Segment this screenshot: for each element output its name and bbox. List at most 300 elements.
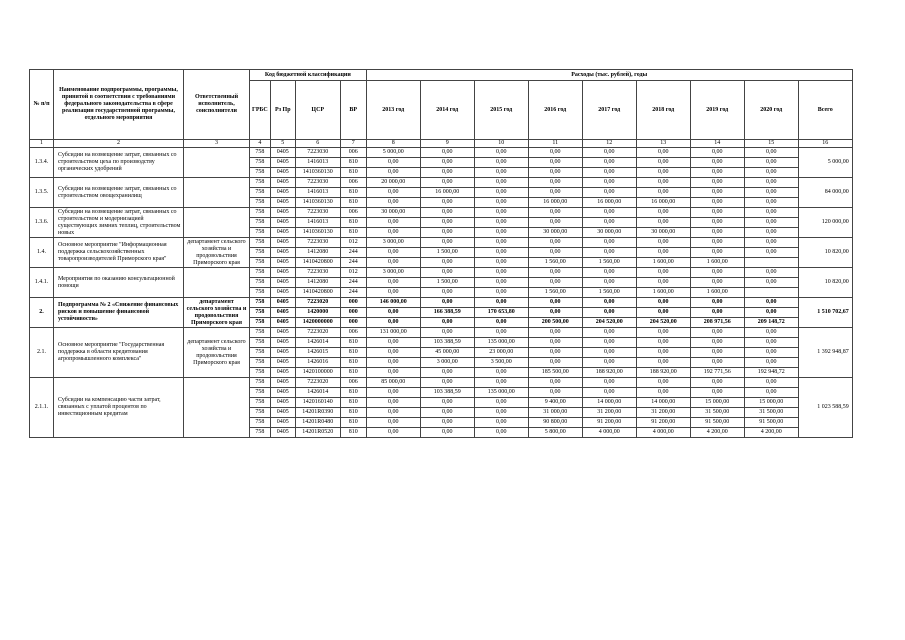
code-grbs: 758 (250, 378, 271, 388)
year-value: 30 000,00 (636, 228, 690, 238)
year-value: 0,00 (366, 418, 420, 428)
year-value: 0,00 (744, 158, 798, 168)
code-vr: 810 (340, 408, 366, 418)
header-code-rzpr: Рз Пр (270, 81, 295, 140)
year-value: 0,00 (636, 278, 690, 288)
year-value: 0,00 (366, 308, 420, 318)
year-value: 0,00 (582, 348, 636, 358)
year-value: 0,00 (474, 168, 528, 178)
year-value: 0,00 (582, 238, 636, 248)
header-year: 2017 год (582, 81, 636, 140)
year-value: 0,00 (582, 298, 636, 308)
year-value: 0,00 (582, 378, 636, 388)
budget-table (29, 69, 853, 438)
code-csr: 1416013 (295, 188, 340, 198)
year-value: 0,00 (366, 198, 420, 208)
year-value: 204 520,00 (582, 318, 636, 328)
year-value: 5 000,00 (366, 148, 420, 158)
year-value: 208 971,56 (690, 318, 744, 328)
year-value: 0,00 (474, 248, 528, 258)
year-value: 0,00 (744, 328, 798, 338)
year-value: 4 200,00 (744, 428, 798, 438)
row-name: Субсидии на возмещение затрат, связанных со строительством овощехранилищ (54, 178, 184, 208)
code-rzpr: 0405 (270, 408, 295, 418)
year-value: 0,00 (474, 238, 528, 248)
year-value: 0,00 (474, 368, 528, 378)
year-value: 0,00 (420, 158, 474, 168)
year-value: 0,00 (744, 238, 798, 248)
year-value: 0,00 (582, 178, 636, 188)
row-name: Субсидии на возмещение затрат, связанных со строительством и модернизацией существующих зимних теплиц, строительством новых (54, 208, 184, 238)
code-rzpr: 0405 (270, 358, 295, 368)
row-number: 2.1. (30, 328, 54, 378)
year-value: 0,00 (420, 328, 474, 338)
code-vr: 810 (340, 198, 366, 208)
year-value: 0,00 (528, 248, 582, 258)
year-value: 200 500,00 (528, 318, 582, 328)
year-value: 192 948,72 (744, 368, 798, 378)
year-value: 30 000,00 (582, 228, 636, 238)
year-value: 0,00 (420, 238, 474, 248)
row-responsible (184, 208, 250, 238)
table-row (30, 298, 853, 308)
year-value: 1 600,00 (636, 288, 690, 298)
header-code-csr: ЦСР (295, 81, 340, 140)
year-value: 166 388,59 (420, 308, 474, 318)
code-rzpr: 0405 (270, 268, 295, 278)
code-csr: 1410420800 (295, 288, 340, 298)
year-value: 0,00 (744, 148, 798, 158)
year-value: 0,00 (636, 298, 690, 308)
year-value: 0,00 (582, 328, 636, 338)
row-number: 1.3.5. (30, 178, 54, 208)
year-value: 1 600,00 (690, 288, 744, 298)
year-value: 1 560,00 (582, 288, 636, 298)
row-responsible (184, 148, 250, 178)
code-vr: 810 (340, 358, 366, 368)
year-value: 0,00 (528, 348, 582, 358)
year-value: 0,00 (744, 388, 798, 398)
code-vr: 244 (340, 258, 366, 268)
year-value: 0,00 (474, 208, 528, 218)
year-value: 0,00 (744, 308, 798, 318)
code-vr: 810 (340, 218, 366, 228)
code-rzpr: 0405 (270, 188, 295, 198)
code-vr: 006 (340, 208, 366, 218)
code-grbs: 758 (250, 168, 271, 178)
code-grbs: 758 (250, 198, 271, 208)
row-total: 10 820,00 (798, 268, 852, 298)
code-grbs: 758 (250, 308, 271, 318)
year-value: 0,00 (744, 358, 798, 368)
header-year: 2020 год (744, 81, 798, 140)
year-value (744, 288, 798, 298)
column-index: 1 (30, 140, 54, 148)
year-value: 9 400,00 (528, 398, 582, 408)
year-value: 0,00 (528, 308, 582, 318)
year-value: 0,00 (366, 388, 420, 398)
row-responsible: департамент сельского хозяйства и продовольствия Приморского края (184, 328, 250, 378)
year-value: 0,00 (582, 208, 636, 218)
header-year: 2015 год (474, 81, 528, 140)
code-csr: 1426016 (295, 358, 340, 368)
year-value: 0,00 (690, 378, 744, 388)
year-value: 1 560,00 (582, 258, 636, 268)
year-value: 0,00 (636, 168, 690, 178)
year-value: 0,00 (366, 288, 420, 298)
year-value: 0,00 (528, 388, 582, 398)
code-vr: 244 (340, 248, 366, 258)
year-value: 0,00 (366, 348, 420, 358)
code-grbs: 758 (250, 338, 271, 348)
row-responsible (184, 268, 250, 298)
year-value: 0,00 (474, 298, 528, 308)
year-value: 0,00 (744, 178, 798, 188)
row-name: Подпрограмма № 2 «Снижение финансовых рисков и повышение финансовой устойчивости» (54, 298, 184, 328)
year-value: 16 000,00 (636, 198, 690, 208)
header-name: Наименование подпрограммы, программы, принятой в соответствии с требованиями федерального законодательства в сфере реализации государственной программы, отдельного мероприятия (54, 70, 184, 140)
row-number: 1.3.6. (30, 208, 54, 238)
year-value: 0,00 (744, 168, 798, 178)
year-value: 0,00 (474, 268, 528, 278)
year-value: 0,00 (366, 228, 420, 238)
header-year: 2013 год (366, 81, 420, 140)
year-value: 0,00 (690, 268, 744, 278)
year-value: 31 200,00 (636, 408, 690, 418)
year-value: 0,00 (744, 208, 798, 218)
table-row (30, 268, 853, 278)
code-grbs: 758 (250, 358, 271, 368)
code-grbs: 758 (250, 418, 271, 428)
year-value: 45 000,00 (420, 348, 474, 358)
code-csr: 1426014 (295, 388, 340, 398)
year-value: 1 500,00 (420, 248, 474, 258)
column-index: 5 (270, 140, 295, 148)
year-value: 0,00 (366, 188, 420, 198)
code-grbs: 758 (250, 408, 271, 418)
year-value: 0,00 (474, 178, 528, 188)
year-value: 0,00 (474, 418, 528, 428)
year-value: 0,00 (366, 248, 420, 258)
year-value: 103 388,59 (420, 338, 474, 348)
column-index: 11 (528, 140, 582, 148)
column-index: 3 (184, 140, 250, 148)
column-index: 10 (474, 140, 528, 148)
code-grbs: 758 (250, 288, 271, 298)
code-grbs: 758 (250, 368, 271, 378)
year-value: 0,00 (636, 208, 690, 218)
row-name: Основное мероприятие "Государственная поддержка в области кредитования агропромышленного комплекса" (54, 328, 184, 378)
year-value: 0,00 (636, 328, 690, 338)
year-value: 0,00 (474, 328, 528, 338)
year-value: 0,00 (474, 278, 528, 288)
year-value: 204 520,00 (636, 318, 690, 328)
code-vr: 810 (340, 428, 366, 438)
year-value: 0,00 (474, 228, 528, 238)
year-value: 0,00 (582, 168, 636, 178)
code-rzpr: 0405 (270, 318, 295, 328)
code-csr: 1420000 (295, 308, 340, 318)
year-value: 0,00 (636, 348, 690, 358)
year-value: 0,00 (528, 338, 582, 348)
code-grbs: 758 (250, 148, 271, 158)
code-csr: 1420100000 (295, 368, 340, 378)
column-index-row (30, 140, 853, 148)
year-value: 0,00 (690, 168, 744, 178)
year-value: 0,00 (690, 188, 744, 198)
year-value: 1 600,00 (636, 258, 690, 268)
code-csr: 1412080 (295, 248, 340, 258)
header-year: 2016 год (528, 81, 582, 140)
row-number: 1.3.4. (30, 148, 54, 178)
code-vr: 012 (340, 238, 366, 248)
year-value: 0,00 (474, 318, 528, 328)
code-vr: 810 (340, 418, 366, 428)
code-csr: 1412080 (295, 278, 340, 288)
code-csr: 7223020 (295, 378, 340, 388)
header-cost-group: Расходы (тыс. рублей), годы (366, 70, 852, 81)
year-value: 5 800,00 (528, 428, 582, 438)
year-value: 30 000,00 (366, 208, 420, 218)
code-grbs: 758 (250, 218, 271, 228)
row-responsible: департамент сельского хозяйства и продовольствия Приморского края (184, 238, 250, 268)
column-index: 16 (798, 140, 852, 148)
year-value: 91 500,00 (744, 418, 798, 428)
header-total: Всего (798, 81, 852, 140)
code-csr: 7223030 (295, 208, 340, 218)
year-value: 0,00 (474, 378, 528, 388)
code-vr: 012 (340, 268, 366, 278)
year-value: 4 200,00 (690, 428, 744, 438)
code-csr: 1416013 (295, 218, 340, 228)
year-value: 0,00 (582, 218, 636, 228)
year-value: 0,00 (528, 178, 582, 188)
header-code-grbs: ГРБС (250, 81, 271, 140)
year-value: 0,00 (366, 338, 420, 348)
row-total: 120 000,00 (798, 208, 852, 238)
year-value: 3 500,00 (474, 358, 528, 368)
year-value: 0,00 (474, 218, 528, 228)
year-value: 0,00 (366, 168, 420, 178)
year-value: 0,00 (744, 218, 798, 228)
code-grbs: 758 (250, 178, 271, 188)
year-value: 4 000,00 (636, 428, 690, 438)
year-value: 0,00 (744, 188, 798, 198)
code-rzpr: 0405 (270, 278, 295, 288)
year-value: 0,00 (744, 278, 798, 288)
year-value: 185 500,00 (528, 368, 582, 378)
year-value: 0,00 (366, 408, 420, 418)
year-value: 31 500,00 (744, 408, 798, 418)
year-value: 91 500,00 (690, 418, 744, 428)
code-csr: 14201R0520 (295, 428, 340, 438)
code-grbs: 758 (250, 318, 271, 328)
code-rzpr: 0405 (270, 148, 295, 158)
code-rzpr: 0405 (270, 368, 295, 378)
year-value: 0,00 (636, 378, 690, 388)
code-csr: 7223030 (295, 238, 340, 248)
year-value: 0,00 (366, 368, 420, 378)
code-rzpr: 0405 (270, 418, 295, 428)
column-index: 8 (366, 140, 420, 148)
year-value: 135 000,00 (474, 338, 528, 348)
code-rzpr: 0405 (270, 198, 295, 208)
year-value: 85 000,00 (366, 378, 420, 388)
year-value: 16 000,00 (420, 188, 474, 198)
code-rzpr: 0405 (270, 428, 295, 438)
year-value: 0,00 (690, 348, 744, 358)
year-value: 0,00 (528, 218, 582, 228)
year-value: 0,00 (420, 258, 474, 268)
year-value: 0,00 (582, 188, 636, 198)
code-csr: 14201R0480 (295, 418, 340, 428)
code-vr: 006 (340, 378, 366, 388)
code-csr: 1426015 (295, 348, 340, 358)
row-total: 84 000,00 (798, 178, 852, 208)
code-vr: 810 (340, 348, 366, 358)
code-vr: 006 (340, 328, 366, 338)
year-value: 23 000,00 (474, 348, 528, 358)
code-vr: 006 (340, 178, 366, 188)
year-value: 0,00 (744, 338, 798, 348)
year-value: 0,00 (420, 288, 474, 298)
code-vr: 244 (340, 288, 366, 298)
year-value: 0,00 (636, 338, 690, 348)
year-value: 0,00 (744, 198, 798, 208)
code-grbs: 758 (250, 238, 271, 248)
year-value: 0,00 (528, 158, 582, 168)
year-value: 91 200,00 (582, 418, 636, 428)
year-value: 0,00 (582, 278, 636, 288)
column-index: 13 (636, 140, 690, 148)
column-index: 9 (420, 140, 474, 148)
code-grbs: 758 (250, 268, 271, 278)
code-vr: 000 (340, 298, 366, 308)
year-value: 0,00 (528, 148, 582, 158)
code-rzpr: 0405 (270, 208, 295, 218)
year-value: 0,00 (474, 398, 528, 408)
code-grbs: 758 (250, 188, 271, 198)
code-csr: 7223030 (295, 268, 340, 278)
code-rzpr: 0405 (270, 168, 295, 178)
year-value: 0,00 (690, 178, 744, 188)
code-rzpr: 0405 (270, 158, 295, 168)
year-value: 0,00 (474, 258, 528, 268)
code-grbs: 758 (250, 228, 271, 238)
column-index: 7 (340, 140, 366, 148)
year-value: 0,00 (636, 308, 690, 318)
year-value: 0,00 (528, 188, 582, 198)
table-row (30, 238, 853, 248)
code-vr: 810 (340, 188, 366, 198)
row-responsible (184, 178, 250, 208)
code-grbs: 758 (250, 328, 271, 338)
code-grbs: 758 (250, 258, 271, 268)
year-value: 0,00 (582, 148, 636, 158)
year-value: 1 600,00 (690, 258, 744, 268)
year-value: 0,00 (690, 198, 744, 208)
year-value: 16 000,00 (528, 198, 582, 208)
code-rzpr: 0405 (270, 378, 295, 388)
code-vr: 006 (340, 148, 366, 158)
year-value: 0,00 (420, 398, 474, 408)
year-value: 3 000,00 (420, 358, 474, 368)
year-value: 103 388,59 (420, 388, 474, 398)
code-rzpr: 0405 (270, 308, 295, 318)
year-value: 0,00 (420, 208, 474, 218)
code-grbs: 758 (250, 348, 271, 358)
code-csr: 14201R0390 (295, 408, 340, 418)
year-value: 0,00 (582, 338, 636, 348)
row-name: Основное мероприятие "Информационная поддержка сельскохозяйственных товаропроизводителей Приморского края" (54, 238, 184, 268)
header-code-group: Код бюджетной классификации (250, 70, 367, 81)
year-value: 0,00 (636, 178, 690, 188)
year-value: 0,00 (420, 408, 474, 418)
year-value: 0,00 (744, 268, 798, 278)
code-rzpr: 0405 (270, 248, 295, 258)
year-value: 0,00 (582, 268, 636, 278)
code-vr: 810 (340, 168, 366, 178)
year-value: 16 000,00 (582, 198, 636, 208)
year-value: 0,00 (690, 238, 744, 248)
year-value: 0,00 (420, 378, 474, 388)
year-value: 0,00 (528, 268, 582, 278)
table-row (30, 178, 853, 188)
year-value: 3 000,00 (366, 238, 420, 248)
code-csr: 1410360130 (295, 198, 340, 208)
row-total: 1 392 948,87 (798, 328, 852, 378)
code-rzpr: 0405 (270, 238, 295, 248)
code-rzpr: 0405 (270, 388, 295, 398)
table-row (30, 148, 853, 158)
year-value: 14 000,00 (636, 398, 690, 408)
header-year: 2019 год (690, 81, 744, 140)
code-csr: 1420160140 (295, 398, 340, 408)
year-value: 0,00 (528, 378, 582, 388)
code-vr: 810 (340, 228, 366, 238)
table-header (30, 70, 853, 148)
code-rzpr: 0405 (270, 398, 295, 408)
code-vr: 810 (340, 338, 366, 348)
year-value: 0,00 (690, 328, 744, 338)
code-vr: 810 (340, 368, 366, 378)
row-responsible: департамент сельского хозяйства и продовольствия Приморского края (184, 298, 250, 328)
year-value: 0,00 (528, 298, 582, 308)
year-value: 192 771,56 (690, 368, 744, 378)
year-value: 0,00 (528, 238, 582, 248)
row-responsible (184, 378, 250, 438)
code-rzpr: 0405 (270, 328, 295, 338)
year-value: 0,00 (420, 168, 474, 178)
year-value: 0,00 (636, 388, 690, 398)
header-year: 2018 год (636, 81, 690, 140)
year-value: 0,00 (744, 378, 798, 388)
year-value: 0,00 (636, 218, 690, 228)
year-value: 0,00 (474, 408, 528, 418)
year-value: 0,00 (690, 248, 744, 258)
year-value: 0,00 (636, 248, 690, 258)
year-value: 0,00 (474, 158, 528, 168)
code-vr: 000 (340, 308, 366, 318)
year-value: 0,00 (528, 358, 582, 368)
row-total: 10 820,00 (798, 238, 852, 268)
year-value: 0,00 (636, 268, 690, 278)
column-index: 14 (690, 140, 744, 148)
year-value: 0,00 (582, 308, 636, 318)
code-csr: 1410360130 (295, 168, 340, 178)
year-value: 0,00 (690, 298, 744, 308)
header-no: № п/п (30, 70, 54, 140)
